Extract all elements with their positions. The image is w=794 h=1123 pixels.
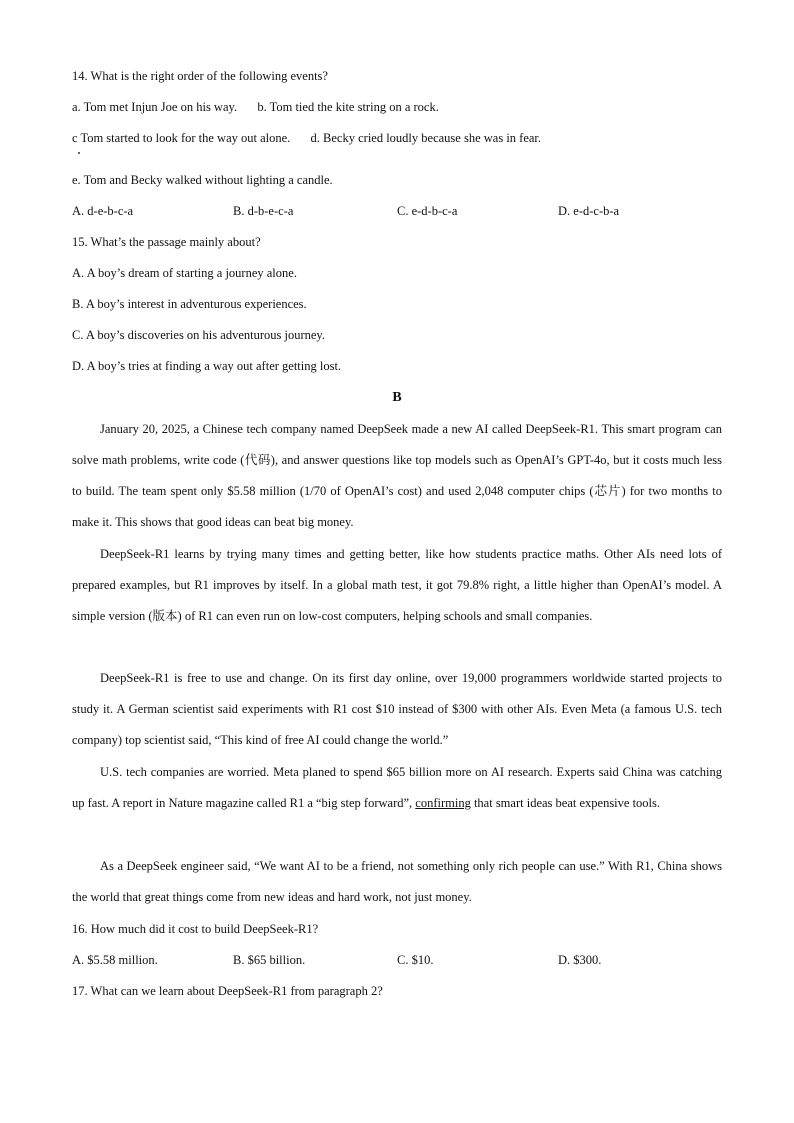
q14-event-b: b. Tom tied the kite string on a rock. — [257, 100, 439, 114]
q14-option-d: D. e-d-c-b-a — [558, 204, 620, 218]
q14-events-row1 — [72, 99, 439, 115]
q16-option-a: A. $5.58 million. — [72, 953, 158, 967]
passage-paragraph-1: January 20, 2025, a Chinese tech company named DeepSeek made a new AI called DeepSeek-R1. This smart program can solve math problems, write code (代码), and answer questions like top models such as OpenAI’s GPT-4o, but it costs much less to build. The team spent only $5.58 million (1/70 of OpenAI’s cost) and used 2,048 computer chips (芯片) for two months to make it. This shows that good ideas can beat big money. — [72, 422, 722, 529]
passage-paragraph-3-text: DeepSeek-R1 is free to use and change. On its first day online, over 19,000 programmers worldwide started projects to study it. A German scientist said experiments with R1 cost $10 instead of $300 with other AIs. Even Meta (a famous U.S. tech company) top scientist said, “This kind of free AI could change the world.” — [72, 671, 722, 747]
q15-option-b: B. A boy’s interest in adventurous experiences. — [72, 297, 307, 311]
passage-paragraph-4-end: that smart ideas beat expensive tools. — [470, 796, 661, 810]
q14-event-d: d. Becky cried loudly because she was in fear. — [310, 131, 542, 145]
q17-question: 17. What can we learn about DeepSeek-R1 from paragraph 2? — [72, 984, 383, 998]
q15-option-d: D. A boy’s tries at finding a way out after getting lost. — [72, 359, 342, 373]
q14-event-c: c Tom started to look for the way out alone. — [72, 131, 291, 145]
stray-dot — [78, 152, 80, 154]
q15-option-c: C. A boy’s discoveries on his adventurous journey. — [72, 328, 325, 342]
q14-option-b: B. d-b-e-c-a — [233, 204, 294, 218]
q16-option-b: B. $65 billion. — [233, 953, 306, 967]
section-title: B — [392, 390, 402, 405]
passage-paragraph-4 — [72, 757, 722, 819]
passage-paragraph-2: DeepSeek-R1 learns by trying many times and getting better, like how students practice maths. Other AIs need lots of prepared examples, but R1 improves by itself. In a global math test, it got 79.8% right, a little higher than OpenAI’s model. A simple version (版本) of R1 can even run on low-cost computers, helping schools and small companies. — [72, 547, 722, 623]
q14-events-row2 — [72, 130, 541, 146]
q16-option-c: C. $10. — [397, 953, 434, 967]
q16-question: 16. How much did it cost to build DeepSeek-R1? — [72, 922, 319, 936]
q14-event-a: a. Tom met Injun Joe on his way. — [72, 100, 238, 114]
q14-option-a: A. d-e-b-c-a — [72, 204, 134, 218]
q14-question: 14. What is the right order of the following events? — [72, 69, 328, 83]
passage-paragraph-4-start: U.S. tech companies are worried. Meta planed to spend $65 billion more on AI research. Experts said China was catching up fast. A report in Nature magazine called R1 a “big step forward”, — [72, 765, 722, 810]
q14-event-e: e. Tom and Becky walked without lighting a candle. — [72, 173, 333, 187]
q14-option-c: C. e-d-b-c-a — [397, 204, 458, 218]
q16-option-d: D. $300. — [558, 953, 602, 967]
passage-paragraph-3 — [72, 663, 722, 756]
q15-question: 15. What’s the passage mainly about? — [72, 235, 261, 249]
underlined-word: confirming — [415, 796, 471, 810]
q15-option-a: A. A boy’s dream of starting a journey alone. — [72, 266, 297, 280]
passage-paragraph-5: As a DeepSeek engineer said, “We want AI to be a friend, not something only rich people can use.” With R1, China shows the world that great things come from new ideas and hard work, not just money. — [72, 859, 722, 904]
